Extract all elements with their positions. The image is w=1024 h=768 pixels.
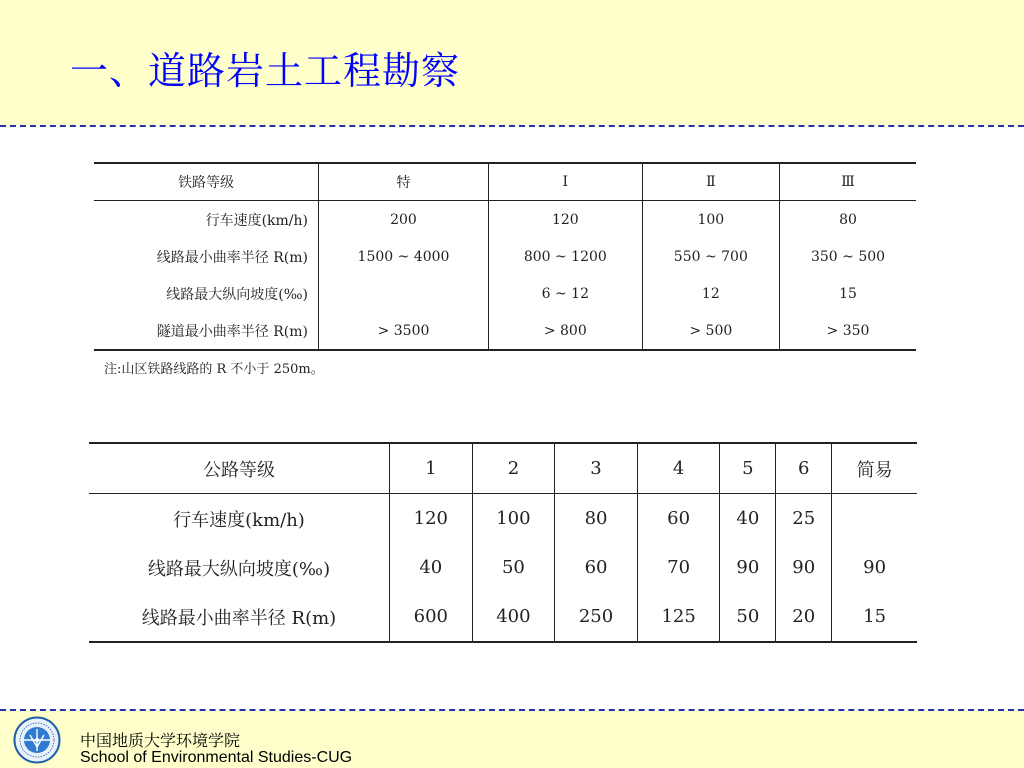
table-cell: 50 xyxy=(472,543,555,592)
table-cell: 350 ~ 500 xyxy=(780,238,916,275)
table-row xyxy=(89,592,917,642)
table-header-row xyxy=(94,163,916,201)
table-row xyxy=(89,494,917,544)
row-label: 线路最大纵向坡度(‰) xyxy=(147,558,331,580)
table-row xyxy=(89,543,917,592)
table-cell: 80 xyxy=(780,201,916,239)
table-cell: 15 xyxy=(780,275,916,312)
table-cell: 60 xyxy=(637,494,720,544)
table-cell: > 800 xyxy=(488,312,642,350)
table-cell: 100 xyxy=(472,494,555,544)
highway-grade-table xyxy=(89,442,917,643)
table-cell: 25 xyxy=(776,494,832,544)
table-cell: 250 xyxy=(555,592,638,642)
table-cell: 12 xyxy=(642,275,779,312)
railway-grade-table xyxy=(94,162,916,351)
header-cell: 简易 xyxy=(832,443,917,494)
table-cell: 90 xyxy=(776,543,832,592)
row-label: 行车速度(km/h) xyxy=(205,212,308,229)
header-cell: Ⅲ xyxy=(780,163,916,201)
table-row xyxy=(94,201,916,239)
header-cell: 1 xyxy=(390,443,473,494)
table-cell: 50 xyxy=(720,592,776,642)
header-cell: 6 xyxy=(776,443,832,494)
row-label: 线路最大纵向坡度(‰) xyxy=(166,286,308,303)
table-row xyxy=(94,275,916,312)
table-cell: 200 xyxy=(319,201,489,239)
row-label: 线路最小曲率半径 R(m) xyxy=(156,249,308,266)
table-cell: > 500 xyxy=(642,312,779,350)
header-cell: 铁路等级 xyxy=(94,163,319,201)
slide-title: 一、道路岩土工程勘察 xyxy=(70,49,461,93)
table-cell: 120 xyxy=(390,494,473,544)
header-cell: Ⅰ xyxy=(488,163,642,201)
table-cell: 120 xyxy=(488,201,642,239)
top-divider xyxy=(0,125,1024,127)
table-cell: 800 ~ 1200 xyxy=(488,238,642,275)
table-cell: 550 ~ 700 xyxy=(642,238,779,275)
table-cell xyxy=(832,494,917,544)
table-cell: 70 xyxy=(637,543,720,592)
table-cell: 90 xyxy=(832,543,917,592)
header-cell: 2 xyxy=(472,443,555,494)
footer-university-cn: 中国地质大学环境学院 xyxy=(80,731,241,750)
header-cell: 3 xyxy=(555,443,638,494)
row-label: 隧道最小曲率半径 R(m) xyxy=(94,312,319,350)
row-label: 行车速度(km/h) xyxy=(173,509,305,531)
table-cell: 15 xyxy=(832,592,917,642)
table-cell: 6 ~ 12 xyxy=(488,275,642,312)
footer-university-en: School of Environmental Studies-CUG xyxy=(80,749,353,766)
header-cell: 5 xyxy=(720,443,776,494)
table-cell: > 3500 xyxy=(319,312,489,350)
row-label: 线路最小曲率半径 R(m) xyxy=(89,592,390,642)
table-cell: 125 xyxy=(637,592,720,642)
table-cell: 40 xyxy=(720,494,776,544)
header-cell: 公路等级 xyxy=(89,443,390,494)
table-cell: 80 xyxy=(555,494,638,544)
table-cell: 20 xyxy=(776,592,832,642)
table-cell xyxy=(319,275,489,312)
university-logo-icon xyxy=(13,716,61,764)
table-cell: > 350 xyxy=(780,312,916,350)
table-row xyxy=(94,312,916,350)
header-cell: 特 xyxy=(319,163,489,201)
table-row xyxy=(94,238,916,275)
railway-table-note: 注:山区铁路线路的 R 不小于 250m。 xyxy=(104,362,324,377)
header-cell: 4 xyxy=(637,443,720,494)
table-cell: 40 xyxy=(390,543,473,592)
table-cell: 600 xyxy=(390,592,473,642)
table-header-row xyxy=(89,443,917,494)
table-cell: 60 xyxy=(555,543,638,592)
table-cell: 400 xyxy=(472,592,555,642)
table-cell: 100 xyxy=(642,201,779,239)
table-cell: 90 xyxy=(720,543,776,592)
header-cell: Ⅱ xyxy=(642,163,779,201)
table-cell: 1500 ~ 4000 xyxy=(319,238,489,275)
